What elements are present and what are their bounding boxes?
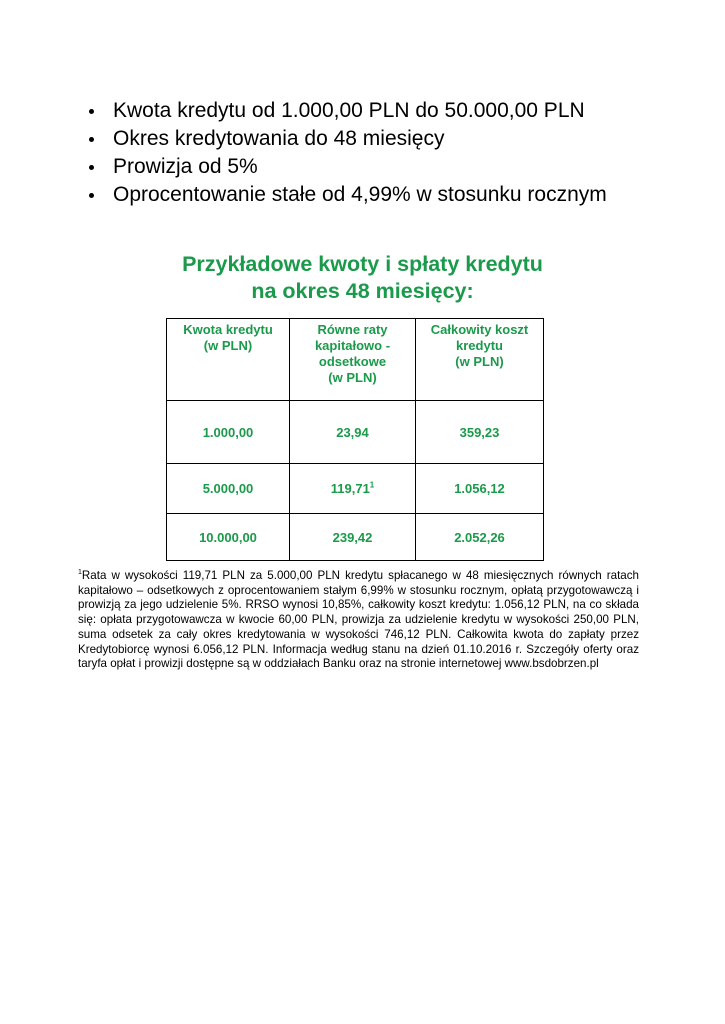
list-item: [86, 125, 607, 153]
column-header-total-cost: Całkowity koszt kredytu (w PLN): [416, 319, 544, 401]
section-title: [0, 251, 725, 305]
list-item: [86, 181, 607, 209]
cell-amount: 5.000,00: [167, 464, 290, 514]
list-item-text: Oprocentowanie stałe od 4,99% w stosunku rocznym: [113, 183, 607, 206]
cell-total-cost: 1.056,12: [416, 464, 544, 514]
loan-examples-table: [166, 318, 544, 561]
footnote-text: Rata w wysokości 119,71 PLN za 5.000,00 PLN kredytu spłacanego w 48 miesięcznych równych ratach kapitałowo – odsetkowych z oprocentowaniem stałym 6,99% w stosunku rocznym, opłatą przygotowawczą i prowizją za jego udzielenie 5%. RRSO wynosi 10,85%, całkowity koszt kredytu: 1.056,12 PLN, na co składa się: opłata przygotowawcza w kwocie 60,00 PLN, prowizja za udzielenie kredytu w wysokości 250,00 PLN, suma odsetek za cały okres kredytowania w wysokości 746,12 PLN. Całkowita kwota do zapłaty przez Kredytobiorcę wynosi 6.056,12 PLN. Informacja według stanu na dzień 01.10.2016 r. Szczegóły oferty oraz taryfa opłat i prowizji dostępne są w oddziałach Banku oraz na stronie internetowej www.bsdobrzen.pl: [78, 569, 639, 671]
bullet-icon: [89, 109, 94, 114]
feature-list: [86, 97, 607, 209]
list-item-text: Okres kredytowania do 48 miesięcy: [113, 127, 445, 150]
cell-total-cost: 359,23: [416, 401, 544, 464]
cell-installment: 119,71$^1$: [290, 464, 416, 514]
bullet-icon: [89, 137, 94, 142]
column-header-amount: Kwota kredytu (w PLN): [167, 319, 290, 401]
section-title-line-2: na okres 48 miesięcy:: [251, 279, 474, 303]
table-row: [167, 401, 544, 464]
cell-amount: 1.000,00: [167, 401, 290, 464]
table-row: [167, 464, 544, 514]
footnote: [78, 569, 639, 672]
bullet-icon: [89, 193, 94, 198]
list-item: [86, 153, 607, 181]
cell-installment: 239,42: [290, 514, 416, 561]
bullet-icon: [89, 165, 94, 170]
table-header-row: [167, 319, 544, 401]
footnote-mark: 1: [78, 569, 82, 577]
cell-total-cost: 2.052,26: [416, 514, 544, 561]
cell-amount: 10.000,00: [167, 514, 290, 561]
section-title-line-1: Przykładowe kwoty i spłaty kredytu: [182, 252, 543, 276]
list-item: [86, 97, 607, 125]
column-header-installment: Równe raty kapitałowo - odsetkowe (w PLN): [290, 319, 416, 401]
footnote-mark: 1: [369, 480, 375, 490]
list-item-text: Prowizja od 5%: [113, 155, 258, 178]
cell-installment: 23,94: [290, 401, 416, 464]
list-item-text: Kwota kredytu od 1.000,00 PLN do 50.000,00 PLN: [113, 99, 585, 122]
table-row: [167, 514, 544, 561]
